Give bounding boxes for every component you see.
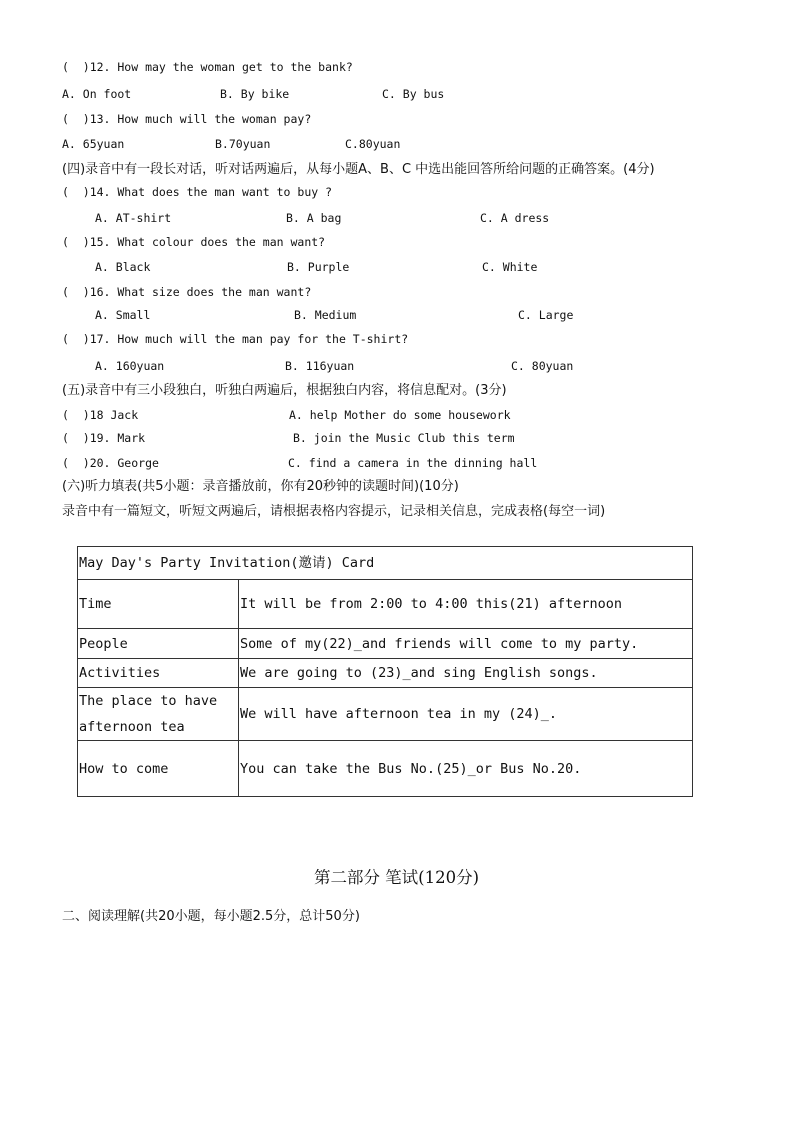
question-12: ( )12. How may the woman get to the bank? <box>62 60 353 74</box>
row-label-how-to-come: How to come <box>78 741 239 797</box>
q17-option-a: A. 160yuan <box>95 359 165 373</box>
row-value-activities: We are going to (23)_and sing English songs. <box>239 659 693 688</box>
question-14: ( )14. What does the man want to buy ? <box>62 185 333 199</box>
q13-option-c: C.80yuan <box>345 137 401 151</box>
section-6-sub-instructions: 录音中有一篇短文，听短文两遍后，请根据表格内容提示，记录相关信息，完成表格(每空一词) <box>62 504 606 519</box>
question-17: ( )17. How much will the man pay for the T-shirt? <box>62 332 409 346</box>
row-label-time: Time <box>78 580 239 629</box>
question-15: ( )15. What colour does the man want? <box>62 235 326 249</box>
q17-option-c: C. 80yuan <box>511 359 574 373</box>
matching-19-left: ( )19. Mark <box>62 431 146 445</box>
q12-option-a: A. On foot <box>62 87 132 101</box>
matching-18-left: ( )18 Jack <box>62 408 139 422</box>
q16-option-b: B. Medium <box>294 308 357 322</box>
q15-option-a: A. Black <box>95 260 151 274</box>
q16-option-a: A. Small <box>95 308 151 322</box>
section-6-instructions: (六)听力填表(共5小题：录音播放前，你有20秒钟的读题时间)(10分) <box>62 479 459 494</box>
section-5-instructions: (五)录音中有三小段独白，听独白两遍后，根据独白内容，将信息配对。(3分) <box>62 383 507 398</box>
q12-option-c: C. By bus <box>382 87 445 101</box>
q14-option-b: B. A bag <box>286 211 342 225</box>
q14-option-c: C. A dress <box>480 211 550 225</box>
q16-option-c: C. Large <box>518 308 574 322</box>
q17-option-b: B. 116yuan <box>285 359 355 373</box>
row-label-place: The place to have afternoon tea <box>78 688 239 741</box>
reading-section-heading: 二、阅读理解(共20小题，每小题2.5分，总计50分) <box>62 909 360 924</box>
row-value-how-to-come: You can take the Bus No.(25)_or Bus No.20. <box>239 741 693 797</box>
row-value-place: We will have afternoon tea in my (24)_. <box>239 688 693 741</box>
invitation-card-table <box>77 546 693 797</box>
row-label-people: People <box>78 629 239 659</box>
q15-option-b: B. Purple <box>287 260 350 274</box>
question-16: ( )16. What size does the man want? <box>62 285 312 299</box>
question-13: ( )13. How much will the woman pay? <box>62 112 312 126</box>
section-4-instructions: (四)录音中有一段长对话，听对话两遍后，从每小题A、B、C 中选出能回答所给问题的正确答案。(4分) <box>62 162 655 177</box>
matching-option-b: B. join the Music Club this term <box>293 431 515 445</box>
q13-option-b: B.70yuan <box>215 137 271 151</box>
matching-option-c: C. find a camera in the dinning hall <box>288 456 538 470</box>
row-value-people: Some of my(22)_and friends will come to my party. <box>239 629 693 659</box>
q14-option-a: A. AT-shirt <box>95 211 172 225</box>
q13-option-a: A. 65yuan <box>62 137 125 151</box>
matching-20-left: ( )20. George <box>62 456 159 470</box>
part-2-title: 第二部分 笔试(120分) <box>313 868 480 887</box>
q12-option-b: B. By bike <box>220 87 290 101</box>
row-value-time: It will be from 2:00 to 4:00 this(21) afternoon <box>239 580 693 629</box>
card-title: May Day's Party Invitation(邀请) Card <box>78 547 693 580</box>
row-label-activities: Activities <box>78 659 239 688</box>
matching-option-a: A. help Mother do some housework <box>289 408 511 422</box>
q15-option-c: C. White <box>482 260 538 274</box>
